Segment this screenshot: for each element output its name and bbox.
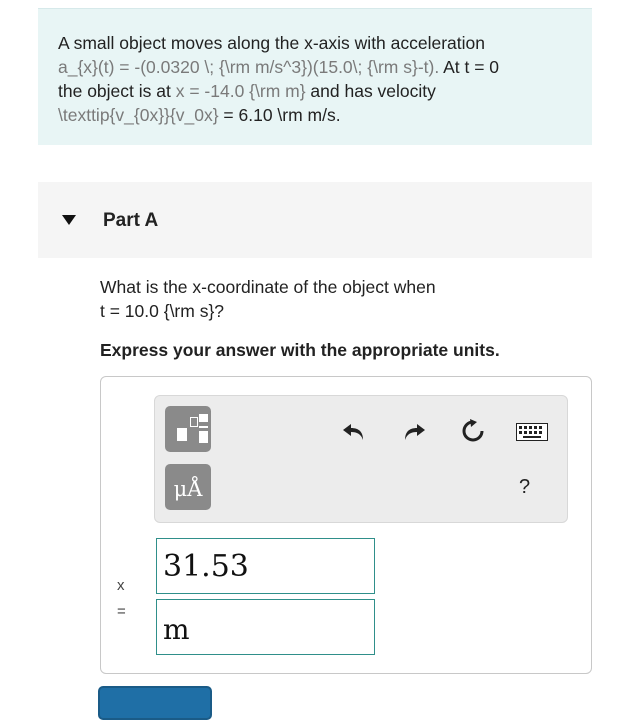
problem-line-1: A small object moves along the x-axis with acceleration — [58, 33, 486, 53]
math-toolbar — [154, 395, 568, 523]
velocity-symbol: \texttip{v_{0x}}{v_0x} — [58, 105, 219, 125]
answer-instructions: Express your answer with the appropriate units. — [100, 340, 500, 360]
units-button[interactable]: μÅ — [165, 464, 211, 510]
question-line-2: t = 10.0 {\rm s}? — [100, 301, 225, 321]
initial-position-expression: x = -14.0 {\rm m} — [175, 81, 306, 101]
part-a-header[interactable] — [38, 182, 592, 258]
undo-icon[interactable] — [341, 418, 367, 444]
units-input[interactable]: m — [156, 599, 375, 655]
value-input[interactable]: 31.53 — [156, 538, 375, 594]
problem-line-3-tail: and has velocity — [305, 81, 436, 101]
submit-button[interactable] — [98, 686, 212, 720]
problem-line-3: the object is at — [58, 81, 176, 101]
initial-time-text: At t = 0 — [439, 57, 500, 77]
acceleration-expression: a_{x}(t) = -(0.0320 \; {\rm m/s^3})(15.0\; {\rm s}-t). — [58, 57, 440, 77]
initial-velocity-text: = 6.10 \rm m/s. — [218, 105, 341, 125]
variable-label: x — [117, 577, 125, 594]
keyboard-icon[interactable] — [516, 423, 548, 441]
question-line-1: What is the x-coordinate of the object when — [100, 277, 436, 297]
collapse-triangle-icon[interactable] — [62, 215, 76, 225]
part-title: Part A — [103, 210, 159, 231]
problem-statement-box — [38, 8, 592, 145]
question-text — [100, 275, 570, 323]
templates-button[interactable] — [165, 406, 211, 452]
equals-sign: = — [117, 603, 126, 620]
problem-text — [58, 31, 578, 127]
help-button[interactable]: ? — [519, 476, 531, 498]
reset-icon[interactable] — [460, 418, 486, 444]
redo-icon[interactable] — [401, 418, 427, 444]
answer-panel — [100, 376, 592, 674]
